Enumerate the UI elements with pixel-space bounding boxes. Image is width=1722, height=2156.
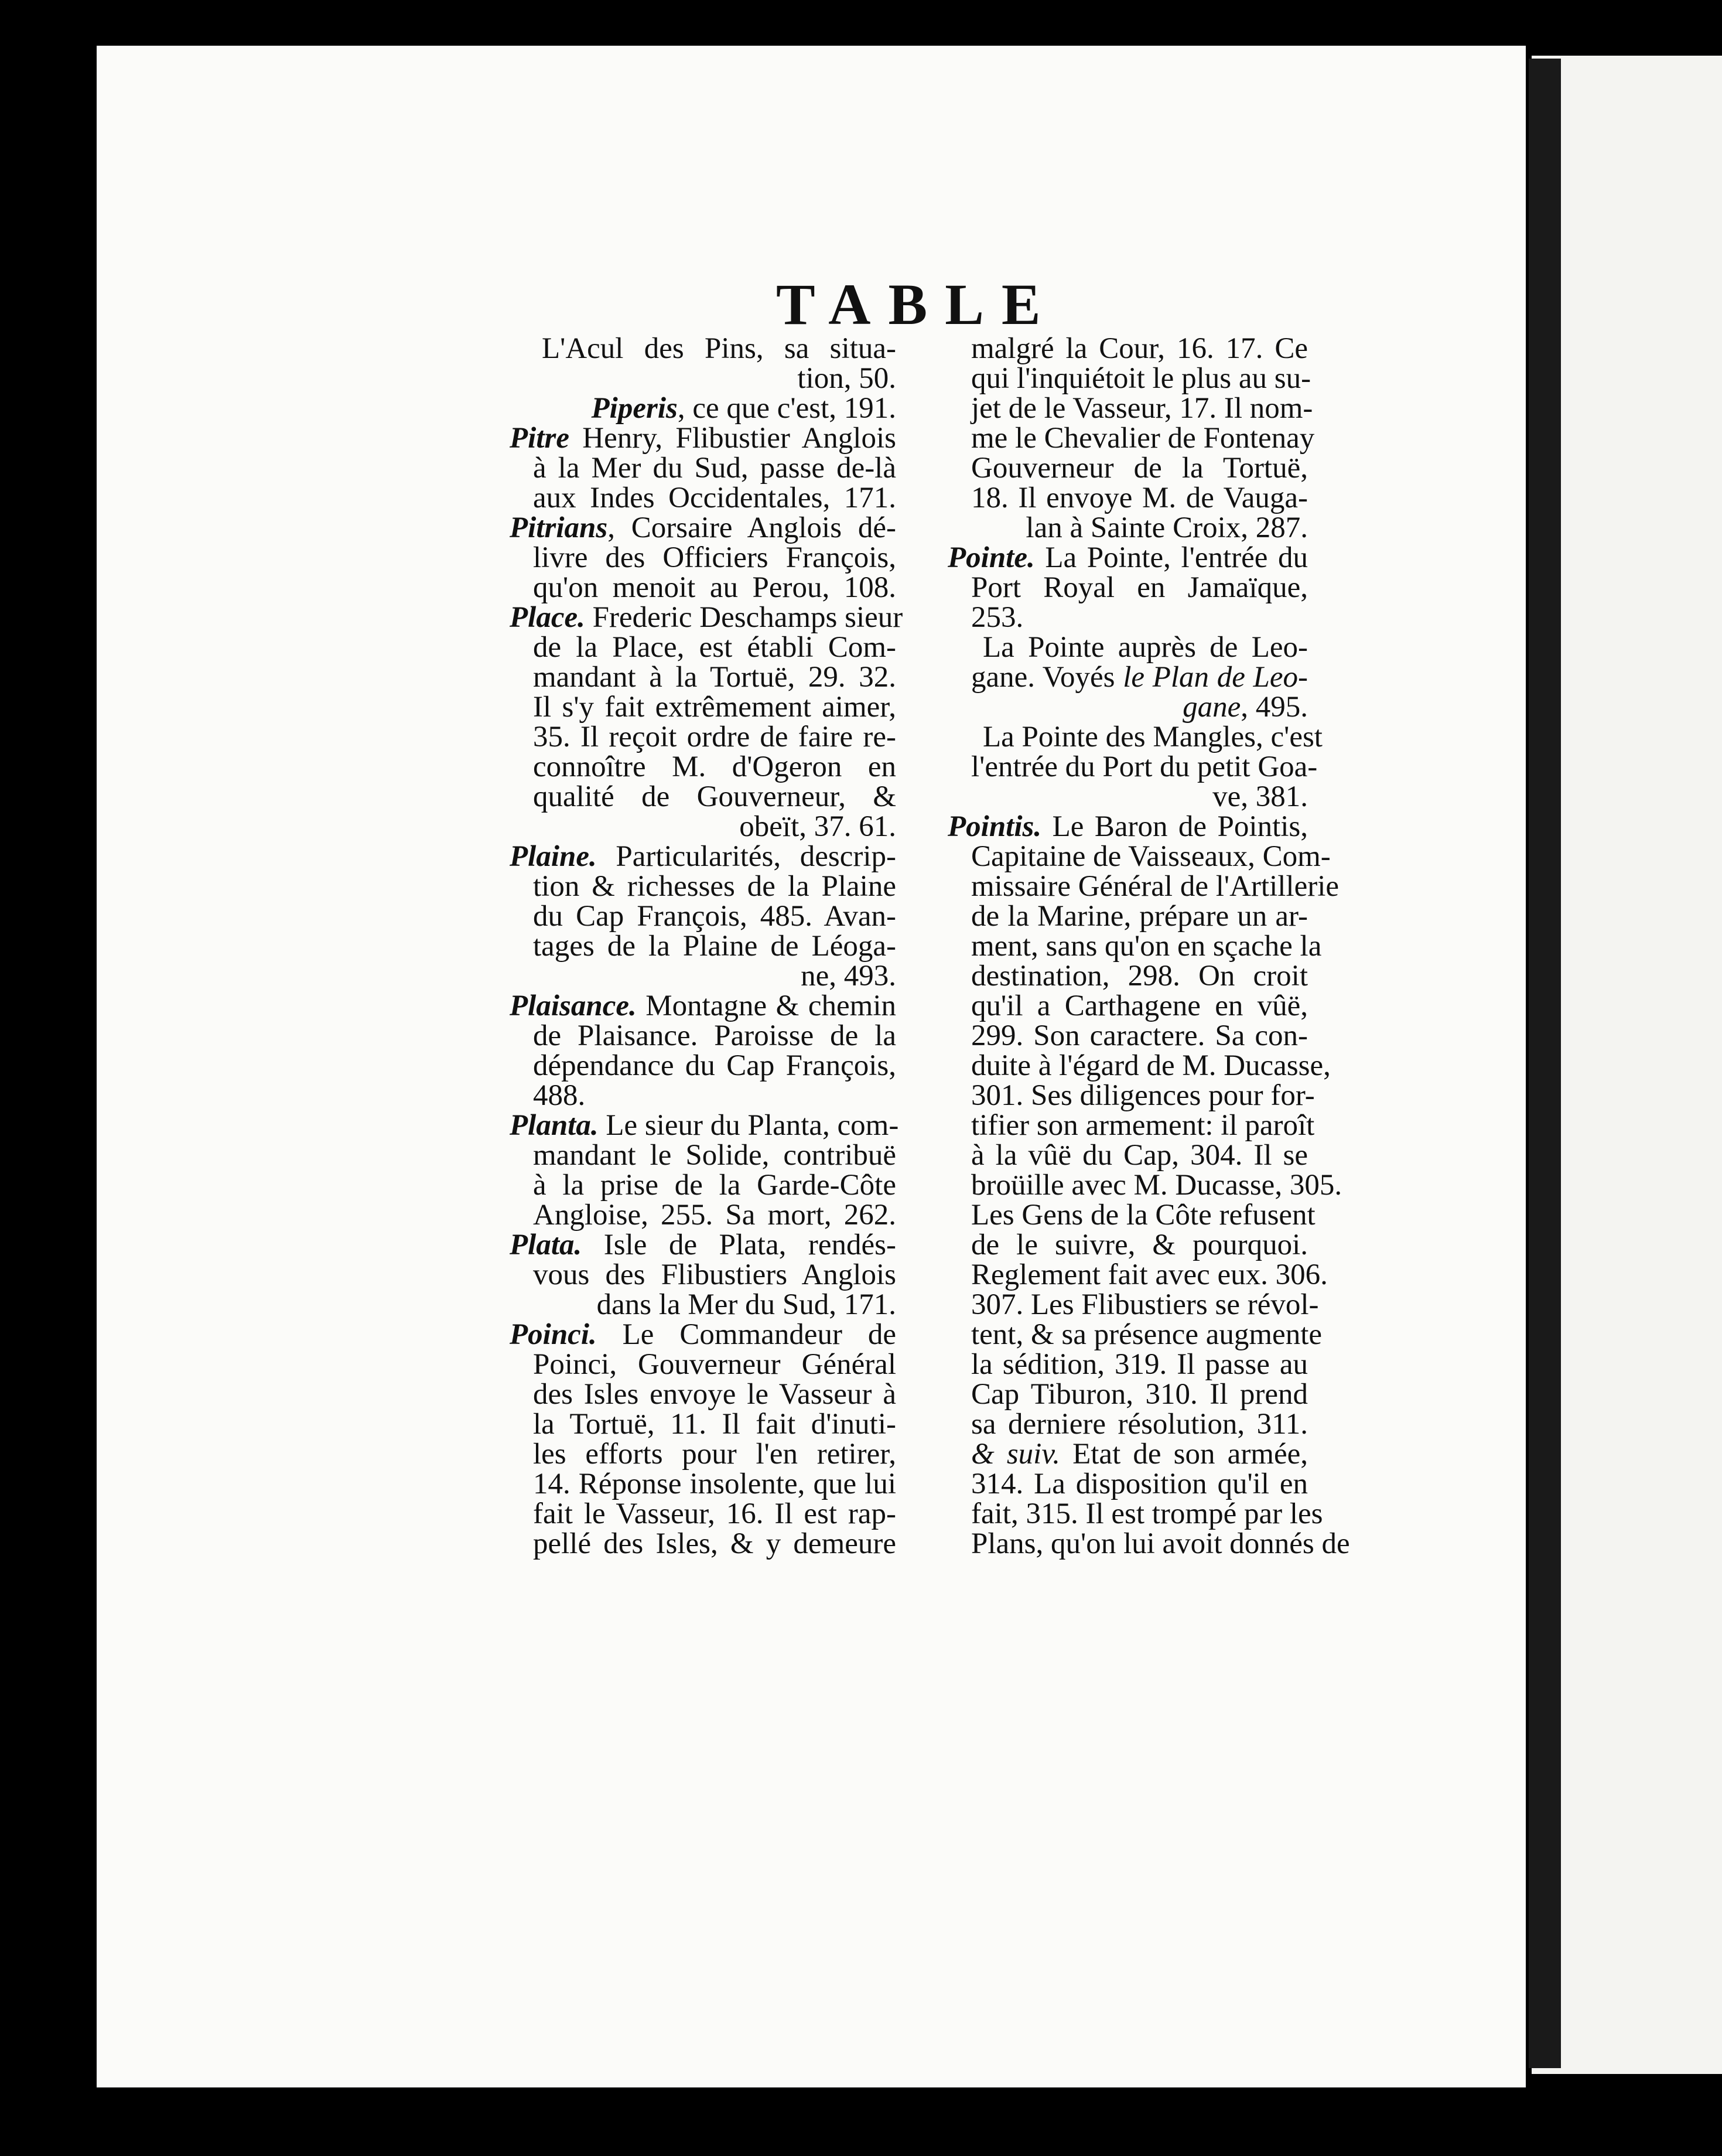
index-text: l'entrée du Port du petit Goa- — [971, 750, 1318, 783]
index-line — [948, 362, 1311, 395]
index-line — [510, 1499, 896, 1529]
index-line — [510, 424, 896, 453]
index-line — [510, 1350, 896, 1380]
index-line — [948, 1258, 1328, 1291]
index-text: pellé des Isles, & y demeure — [533, 1527, 896, 1560]
index-text: des Isles envoye le Vasseur à — [533, 1378, 896, 1411]
index-headword: Place. — [510, 601, 585, 634]
index-line — [510, 1320, 896, 1350]
page-title: TABLE — [776, 272, 1058, 337]
index-text: les efforts pour l'en retirer, — [533, 1438, 896, 1471]
index-text: Montagne & chemin — [636, 990, 896, 1022]
index-text: me le Chevalier de Fontenay — [971, 422, 1315, 455]
index-text: , ce que c'est, 191. — [677, 392, 896, 425]
index-headword: Poinci. — [510, 1318, 597, 1351]
index-text: Il s'y fait extrêmement aimer, — [533, 691, 896, 724]
index-text: gane. Voyés — [971, 661, 1123, 694]
index-line — [948, 1410, 1308, 1439]
index-line — [510, 633, 896, 663]
index-text: Isle de Plata, rendés- — [582, 1229, 896, 1261]
index-line — [948, 870, 1340, 903]
index-text: sa derniere résolution, 311. — [971, 1408, 1308, 1441]
index-text: Poinci, Gouverneur Général — [533, 1348, 896, 1381]
index-text: Plans, qu'on lui avoit donnés de — [971, 1527, 1350, 1560]
index-line — [948, 633, 1308, 663]
index-text: ve, 381. — [1212, 780, 1308, 813]
index-line — [510, 663, 896, 692]
index-line — [510, 1109, 899, 1142]
index-line — [948, 1141, 1308, 1171]
index-text: aux Indes Occidentales, 171. — [533, 482, 896, 514]
index-text-tail: , 495. — [1241, 691, 1308, 724]
index-line — [948, 1021, 1308, 1051]
index-text-tail: Etat de son armée, — [1060, 1438, 1308, 1471]
index-line — [948, 392, 1313, 425]
index-line — [510, 1200, 896, 1230]
index-text: qualité de Gouverneur, & — [533, 780, 896, 813]
index-line — [510, 394, 896, 424]
index-text: La Pointe des Mangles, c'est — [983, 721, 1323, 753]
index-italic-text: gane — [1183, 691, 1241, 724]
index-text: fait le Vasseur, 16. Il est rap- — [533, 1497, 896, 1530]
index-headword: Pitre — [510, 422, 569, 455]
book-spine-shadow — [1529, 59, 1561, 2068]
index-text: La Pointe auprès de Leo- — [983, 631, 1308, 664]
index-line — [948, 334, 1308, 364]
index-text: fait, 315. Il est trompé par les — [971, 1497, 1323, 1530]
index-line — [510, 543, 896, 573]
index-text: dans la Mer du Sud, 171. — [596, 1288, 896, 1321]
index-line — [948, 422, 1315, 455]
index-line — [948, 782, 1308, 812]
index-line — [510, 601, 903, 634]
index-line — [510, 573, 896, 603]
index-text: vous des Flibustiers Anglois — [533, 1258, 896, 1291]
index-line — [510, 782, 896, 812]
index-text: 253. — [971, 601, 1024, 634]
index-line — [510, 1439, 896, 1469]
index-text: ment, sans qu'on en sçache la — [971, 930, 1322, 963]
index-text: 301. Ses diligences pour for- — [971, 1079, 1315, 1112]
index-line — [948, 721, 1323, 753]
index-text: Capitaine de Vaisseaux, Com- — [971, 840, 1331, 873]
index-line — [948, 1380, 1308, 1410]
index-text: de Plaisance. Paroisse de la — [533, 1019, 896, 1052]
index-line — [510, 722, 896, 752]
index-line — [948, 663, 1308, 692]
index-line — [948, 543, 1308, 573]
index-text: broüille avec M. Ducasse, 305. — [971, 1169, 1342, 1202]
index-text: jet de le Vasseur, 17. Il nom- — [971, 392, 1313, 425]
index-line — [948, 1439, 1308, 1469]
index-text: Le Commandeur de — [596, 1318, 896, 1351]
index-line — [948, 603, 1308, 633]
index-text: 314. La disposition qu'il en — [971, 1468, 1308, 1500]
index-text: la Tortuë, 11. Il fait d'inuti- — [533, 1408, 896, 1441]
index-line — [510, 1529, 896, 1559]
index-text: 488. — [533, 1079, 586, 1112]
index-text: la sédition, 319. Il passe au — [971, 1348, 1308, 1381]
index-line — [510, 1290, 896, 1320]
index-line — [510, 1380, 896, 1410]
index-text: à la vûë du Cap, 304. Il se — [971, 1139, 1308, 1172]
index-line — [510, 513, 896, 543]
index-text: de la Marine, prépare un ar- — [971, 900, 1308, 933]
index-line — [948, 750, 1318, 783]
index-line — [510, 1230, 896, 1260]
index-line — [510, 1051, 896, 1081]
index-headword: Plaisance. — [510, 990, 637, 1022]
index-headword: Planta. — [510, 1109, 599, 1142]
index-line — [948, 930, 1322, 963]
index-line — [948, 1497, 1323, 1530]
index-line — [510, 364, 896, 394]
index-text: Les Gens de la Côte refusent — [971, 1199, 1316, 1231]
index-text: Le Baron de Pointis, — [1041, 810, 1308, 843]
index-text: destination, 298. On croit — [971, 960, 1308, 992]
index-text: Particularités, descrip- — [596, 840, 896, 873]
index-text: 299. Son caractere. Sa con- — [971, 1019, 1308, 1052]
index-text: du Cap François, 485. Avan- — [533, 900, 896, 933]
index-text: de la Place, est établi Com- — [533, 631, 896, 664]
index-line — [510, 872, 896, 902]
index-line — [510, 1171, 896, 1200]
index-line — [510, 1021, 896, 1051]
index-line — [510, 483, 896, 513]
index-line — [948, 1318, 1323, 1351]
index-text: mandant le Solide, contribuë — [533, 1139, 896, 1172]
index-line — [510, 932, 896, 961]
index-line — [948, 1230, 1308, 1260]
index-line — [510, 1410, 896, 1439]
index-line — [948, 961, 1308, 991]
index-line — [948, 483, 1308, 513]
index-headword: Piperis — [591, 392, 678, 425]
index-text: dépendance du Cap François, — [533, 1049, 896, 1082]
index-text: L'Acul des Pins, sa situa- — [542, 332, 896, 365]
index-line — [948, 1109, 1315, 1142]
index-line — [948, 513, 1308, 543]
index-text: duite à l'égard de M. Ducasse, — [971, 1049, 1331, 1082]
right-column — [948, 332, 1350, 1560]
index-text: tent, & sa présence augmente — [971, 1318, 1323, 1351]
index-text: ne, 493. — [801, 960, 896, 992]
index-text: à la prise de la Garde-Côte — [533, 1169, 896, 1202]
index-line — [948, 453, 1308, 483]
index-text: Le sieur du Planta, com- — [598, 1109, 899, 1142]
index-text: tion & richesses de la Plaine — [533, 870, 896, 903]
index-headword: Pointe. — [948, 541, 1035, 574]
index-text: mandant à la Tortuë, 29. 32. — [533, 661, 896, 694]
index-text: lan à Sainte Croix, 287. — [1026, 511, 1308, 544]
index-text: connoître M. d'Ogeron en — [533, 750, 896, 783]
index-text: La Pointe, l'entrée du — [1034, 541, 1308, 574]
index-line — [510, 334, 896, 364]
index-line — [948, 1469, 1308, 1499]
index-text: livre des Officiers François, — [533, 541, 896, 574]
index-line — [510, 961, 896, 991]
index-line — [510, 692, 896, 722]
index-text: Cap Tiburon, 310. Il prend — [971, 1378, 1308, 1411]
index-text: 35. Il reçoit ordre de faire re- — [533, 721, 896, 753]
index-text: missaire Général de l'Artillerie — [971, 870, 1340, 903]
index-line — [948, 1350, 1308, 1380]
index-text: tifier son armement: il paroît — [971, 1109, 1315, 1142]
index-line — [948, 1049, 1331, 1082]
index-line — [510, 902, 896, 932]
index-line — [510, 453, 896, 483]
index-line — [510, 752, 896, 782]
index-headword: Plaine. — [510, 840, 597, 873]
index-text: tion, 50. — [797, 362, 896, 395]
index-line — [948, 1169, 1342, 1202]
index-line — [510, 842, 896, 872]
index-text: obeït, 37. 61. — [739, 810, 896, 843]
index-text: Port Royal en Jamaïque, — [971, 571, 1308, 604]
index-text: à la Mer du Sud, passe de-là — [533, 452, 896, 485]
index-line — [510, 1141, 896, 1171]
index-line — [948, 902, 1308, 932]
index-italic-text: le Plan de Leo- — [1123, 661, 1308, 694]
index-line — [948, 991, 1308, 1021]
index-text: Henry, Flibustier Anglois — [569, 422, 896, 455]
index-line — [510, 1081, 896, 1111]
left-column — [510, 332, 903, 1560]
index-text: 307. Les Flibustiers se révol- — [971, 1288, 1319, 1321]
index-text: de le suivre, & pourquoi. — [971, 1229, 1308, 1261]
index-headword: Pointis. — [948, 810, 1042, 843]
index-line — [948, 840, 1331, 873]
index-line — [948, 1079, 1315, 1112]
index-line — [948, 1527, 1350, 1560]
index-line — [510, 1260, 896, 1290]
index-line — [948, 692, 1308, 722]
index-text: 18. Il envoye M. de Vauga- — [971, 482, 1308, 514]
index-line — [948, 573, 1308, 603]
index-text: Reglement fait avec eux. 306. — [971, 1258, 1328, 1291]
index-text: 14. Réponse insolente, que lui — [533, 1468, 896, 1500]
index-text: qu'on menoit au Perou, 108. — [533, 571, 896, 604]
index-text: , Corsaire Anglois dé- — [607, 511, 896, 544]
index-headword: Pitrians — [510, 511, 608, 544]
index-line — [510, 1469, 896, 1499]
index-line — [948, 812, 1308, 842]
index-line — [948, 1288, 1319, 1321]
index-line — [948, 1199, 1316, 1231]
index-text: Frederic Deschamps sieur — [585, 601, 903, 634]
index-line — [510, 991, 896, 1021]
index-text: Gouverneur de la Tortuë, — [971, 452, 1308, 485]
index-text: tages de la Plaine de Léoga- — [533, 930, 896, 963]
index-text: qu'il a Carthagene en vûë, — [971, 990, 1308, 1022]
index-headword: Plata. — [510, 1229, 582, 1261]
index-italic-text: & suiv. — [971, 1438, 1060, 1471]
index-text: qui l'inquiétoit le plus au su- — [971, 362, 1311, 395]
index-text: malgré la Cour, 16. 17. Ce — [971, 332, 1308, 365]
index-text: Angloise, 255. Sa mort, 262. — [533, 1199, 896, 1231]
index-line — [510, 812, 896, 842]
